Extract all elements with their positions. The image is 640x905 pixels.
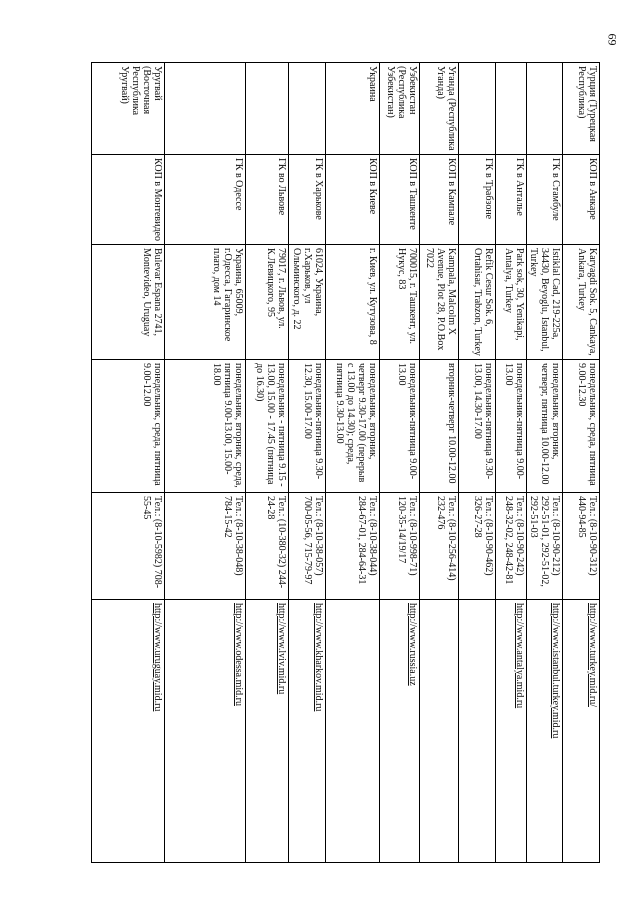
cell-hours: понедельник, вторник, среда, пятница 9.00-13.00, 15.00-18.00 [165,360,246,493]
table-row [563,63,600,863]
cell-address: 61024, Украина, г.Харьков, ул Ольминского, д. 22 [289,245,326,360]
site-link[interactable]: http://www.uruguay.mid.ru [152,603,163,712]
cell-address: Karyagdi Sok. 5, Cankaya, Ankara, Turkey [563,245,600,360]
site-link[interactable]: http://www.turkey.mid.ru/ [587,603,598,707]
cell-office: ГК в Трабзоне [459,155,496,245]
cell-site [246,600,289,863]
cell-phone: Тел.: (8-10-90-242) 248-32-02, 248-42-81 [496,493,527,600]
table-row [246,63,289,863]
table-row [459,63,496,863]
cell-site [92,600,165,863]
cell-office: ГК во Львове [246,155,289,245]
cell-office: ГК в Стамбуле [527,155,563,245]
site-link[interactable]: http://www.lviv.mid.ru [276,603,287,695]
table-row [380,63,420,863]
cell-phone: Тел.: (8-10-90-462) 326-27-28 [459,493,496,600]
consulate-table-wrapper [95,62,600,862]
site-link[interactable]: http://www.istanbul.turkey.mid.ru [550,603,561,739]
cell-office: ГК в Харькове [289,155,326,245]
site-link[interactable]: http://www.kharkov.mid.ru [313,603,324,712]
cell-hours: вторник-четверг 10.00-12.00 [420,360,459,493]
cell-office: ГК в Одессе [165,155,246,245]
table-row [420,63,459,863]
table-row [289,63,326,863]
cell-address: г. Киев, ул. Кутузова, 8 [326,245,380,360]
cell-site [326,600,380,863]
cell-country: Турция (Турецкая Республика) [563,63,600,155]
cell-phone: Тел.: (8-10-38-048) 784-15-42 [165,493,246,600]
cell-address: Kampala, Malcolm X Avenue, Plot 28, P.O.Box 7022 [420,245,459,360]
cell-phone: Тел.: (8-10-90-312) 440-94-85 [563,493,600,600]
cell-country [246,63,289,155]
cell-hours: понедельник-пятница 9.00-13.00 [496,360,527,493]
table-row [496,63,527,863]
cell-phone: Тел.: (8-10-38-057) 700-05-56, 715-79-97 [289,493,326,600]
cell-country [165,63,246,155]
cell-country: Уругвай (Восточная Республика Уругвай) [92,63,165,155]
cell-office: КОП в Кампале [420,155,459,245]
cell-site [289,600,326,863]
cell-hours: понедельник, среда, пятница 9.00-12.30 [563,360,600,493]
cell-site [380,600,420,863]
cell-country [527,63,563,155]
cell-country: Узбекистан (Республика Узбекистан) [380,63,420,155]
cell-address: Refik Cesur Sok. 6, Ortahisar, Trabzon, Turkey [459,245,496,360]
cell-office: КОП в Анкаре [563,155,600,245]
cell-site [459,600,496,863]
table-row [165,63,246,863]
cell-office: ГК в Анталье [496,155,527,245]
cell-phone: Тел.: (8-10-90-212) 292-51-01, 292-51-02, 292-51-03 [527,493,563,600]
cell-site [420,600,459,863]
page-number: 69 [605,33,620,46]
cell-country [289,63,326,155]
cell-country: Украина [326,63,380,155]
cell-hours: понедельник, среда, пятница 9.00-12.00 [92,360,165,493]
cell-phone: Тел.: (10-380-32) 244-24-28 [246,493,289,600]
cell-site [527,600,563,863]
cell-address: Украина, 65009, г.Одесса, Гагаринское плато, дом 14 [165,245,246,360]
cell-hours: понедельник-пятница 9.30-12.30, 15.00-17.00 [289,360,326,493]
cell-site [496,600,527,863]
cell-site [563,600,600,863]
table-row [326,63,380,863]
cell-country [459,63,496,155]
consulate-table [91,62,600,863]
cell-office: КОП в Ташкенте [380,155,420,245]
cell-hours: понедельник, вторник, четверг, пятница 10.00-12.00 [527,360,563,493]
cell-country: Уганда (Республика Уганда) [420,63,459,155]
cell-hours: понедельник-пятница 9.00-13.00 [380,360,420,493]
table-row [92,63,165,863]
cell-address: 700015, г. Ташкент, ул. Нукус, 83 [380,245,420,360]
cell-phone: Тел.: (8-10-5982) 708-55-45 [92,493,165,600]
cell-address: 79017, г. Львов, ул. К.Левицкого, 95 [246,245,289,360]
cell-hours: понедельник, вторник, четверг 9.30-17.00 (перерыв с 13.00 до 14.30); среда, пятница 9.30-13.00 [326,360,380,493]
cell-office: КОП в Монтевидео [92,155,165,245]
cell-hours: понедельник - пятница 9.15 - 13.00, 15.00 - 17.45 (пятница до 16.30) [246,360,289,493]
cell-hours: понедельник-пятница 9.30-13.00, 14.30-17.00 [459,360,496,493]
cell-phone: Тел.: (8-10-998-71) 120-35-14/19/17 [380,493,420,600]
cell-address: Park sok, 30, Yenikapi, Antalya, Turkey [496,245,527,360]
cell-office: КОП в Киеве [326,155,380,245]
cell-address: Bulevar Espana 2741, Montevideo, Uruguay [92,245,165,360]
site-link[interactable]: http://www.odessa.mid.ru [233,603,244,706]
cell-address: Istiklal Cad, 219-225a, 34430, Beyoglu, Istanbul, Turkey [527,245,563,360]
cell-country [496,63,527,155]
cell-phone: Тел.: (8-10-38-044) 284-67-01, 284-64-31 [326,493,380,600]
site-link[interactable]: http://www.antalya.mid.ru [514,603,525,709]
table-row [527,63,563,863]
cell-phone: Тел.: (8-10-256-414) 232-476 [420,493,459,600]
cell-site [165,600,246,863]
site-link[interactable]: http://www.russia.uz [407,603,418,686]
